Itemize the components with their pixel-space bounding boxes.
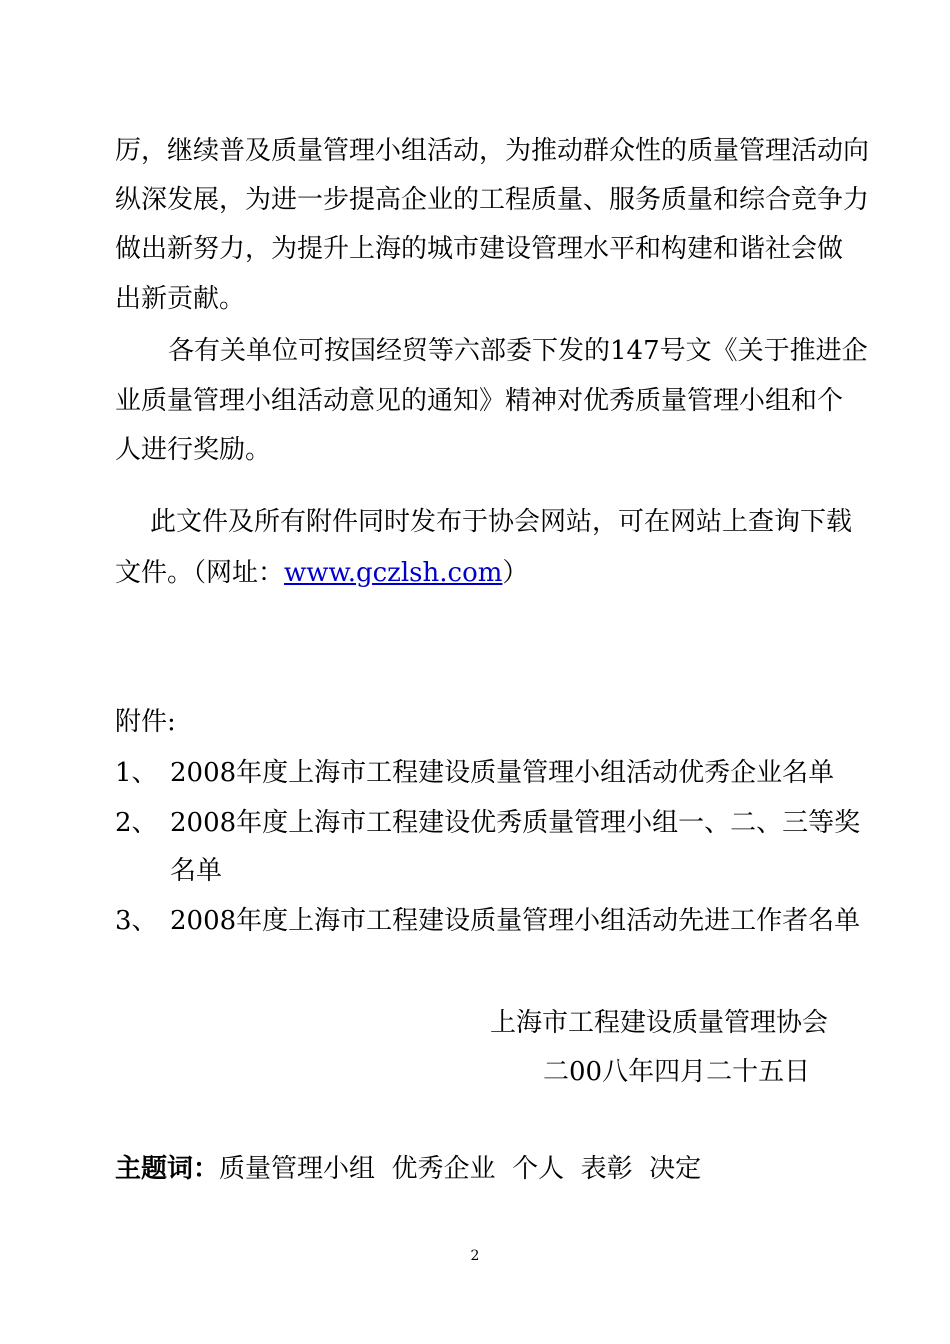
para1-line-4: 出新贡献。 xyxy=(115,284,246,314)
para2-line-2: 业质量管理小组活动意见的通知》精神对优秀质量管理小组和个 xyxy=(115,386,844,416)
keywords-terms: 质量管理小组 优秀企业 个人 表彰 决定 xyxy=(219,1154,702,1184)
para1-line-2: 纵深发展，为进一步提高企业的工程质量、服务质量和综合竞争力 xyxy=(115,185,870,215)
para3-line-1: 此文件及所有附件同时发布于协会网站，可在网站上查询下载 xyxy=(150,507,853,537)
attachment-1-text: 2008年度上海市工程建设质量管理小组活动优秀企业名单 xyxy=(170,758,835,788)
subject-keywords xyxy=(115,1152,701,1186)
attachment-3-text: 2008年度上海市工程建设质量管理小组活动先进工作者名单 xyxy=(170,906,861,936)
attachment-2-text-line-2: 名单 xyxy=(170,856,223,886)
para3-suffix: ） xyxy=(502,558,529,588)
para2-line-1: 各有关单位可按国经贸等六部委下发的147号文《关于推进企 xyxy=(168,336,868,366)
attachment-1-number: 1、 xyxy=(115,758,158,788)
attachment-3-number: 3、 xyxy=(115,906,158,936)
page-number: 2 xyxy=(470,1248,480,1264)
para3-prefix: 文件。（网址： xyxy=(115,558,285,588)
keywords-label: 主题词： xyxy=(115,1154,220,1184)
para1-line-1: 厉，继续普及质量管理小组活动，为推动群众性的质量管理活动向 xyxy=(115,136,870,166)
para2-line-3: 人进行奖励。 xyxy=(115,435,272,465)
attachment-2-number: 2、 xyxy=(115,808,158,838)
signature-organization: 上海市工程建设质量管理协会 xyxy=(490,1008,829,1038)
website-link[interactable]: www.gczlsh.com xyxy=(284,558,503,588)
para1-line-3: 做出新努力，为提升上海的城市建设管理水平和构建和谐社会做 xyxy=(115,234,844,264)
attachments-label: 附件: xyxy=(115,707,176,737)
para3-line-2 xyxy=(115,556,528,590)
attachment-2-text-line-1: 2008年度上海市工程建设优秀质量管理小组一、二、三等奖 xyxy=(170,808,861,838)
signature-date: 二00八年四月二十五日 xyxy=(543,1057,811,1087)
